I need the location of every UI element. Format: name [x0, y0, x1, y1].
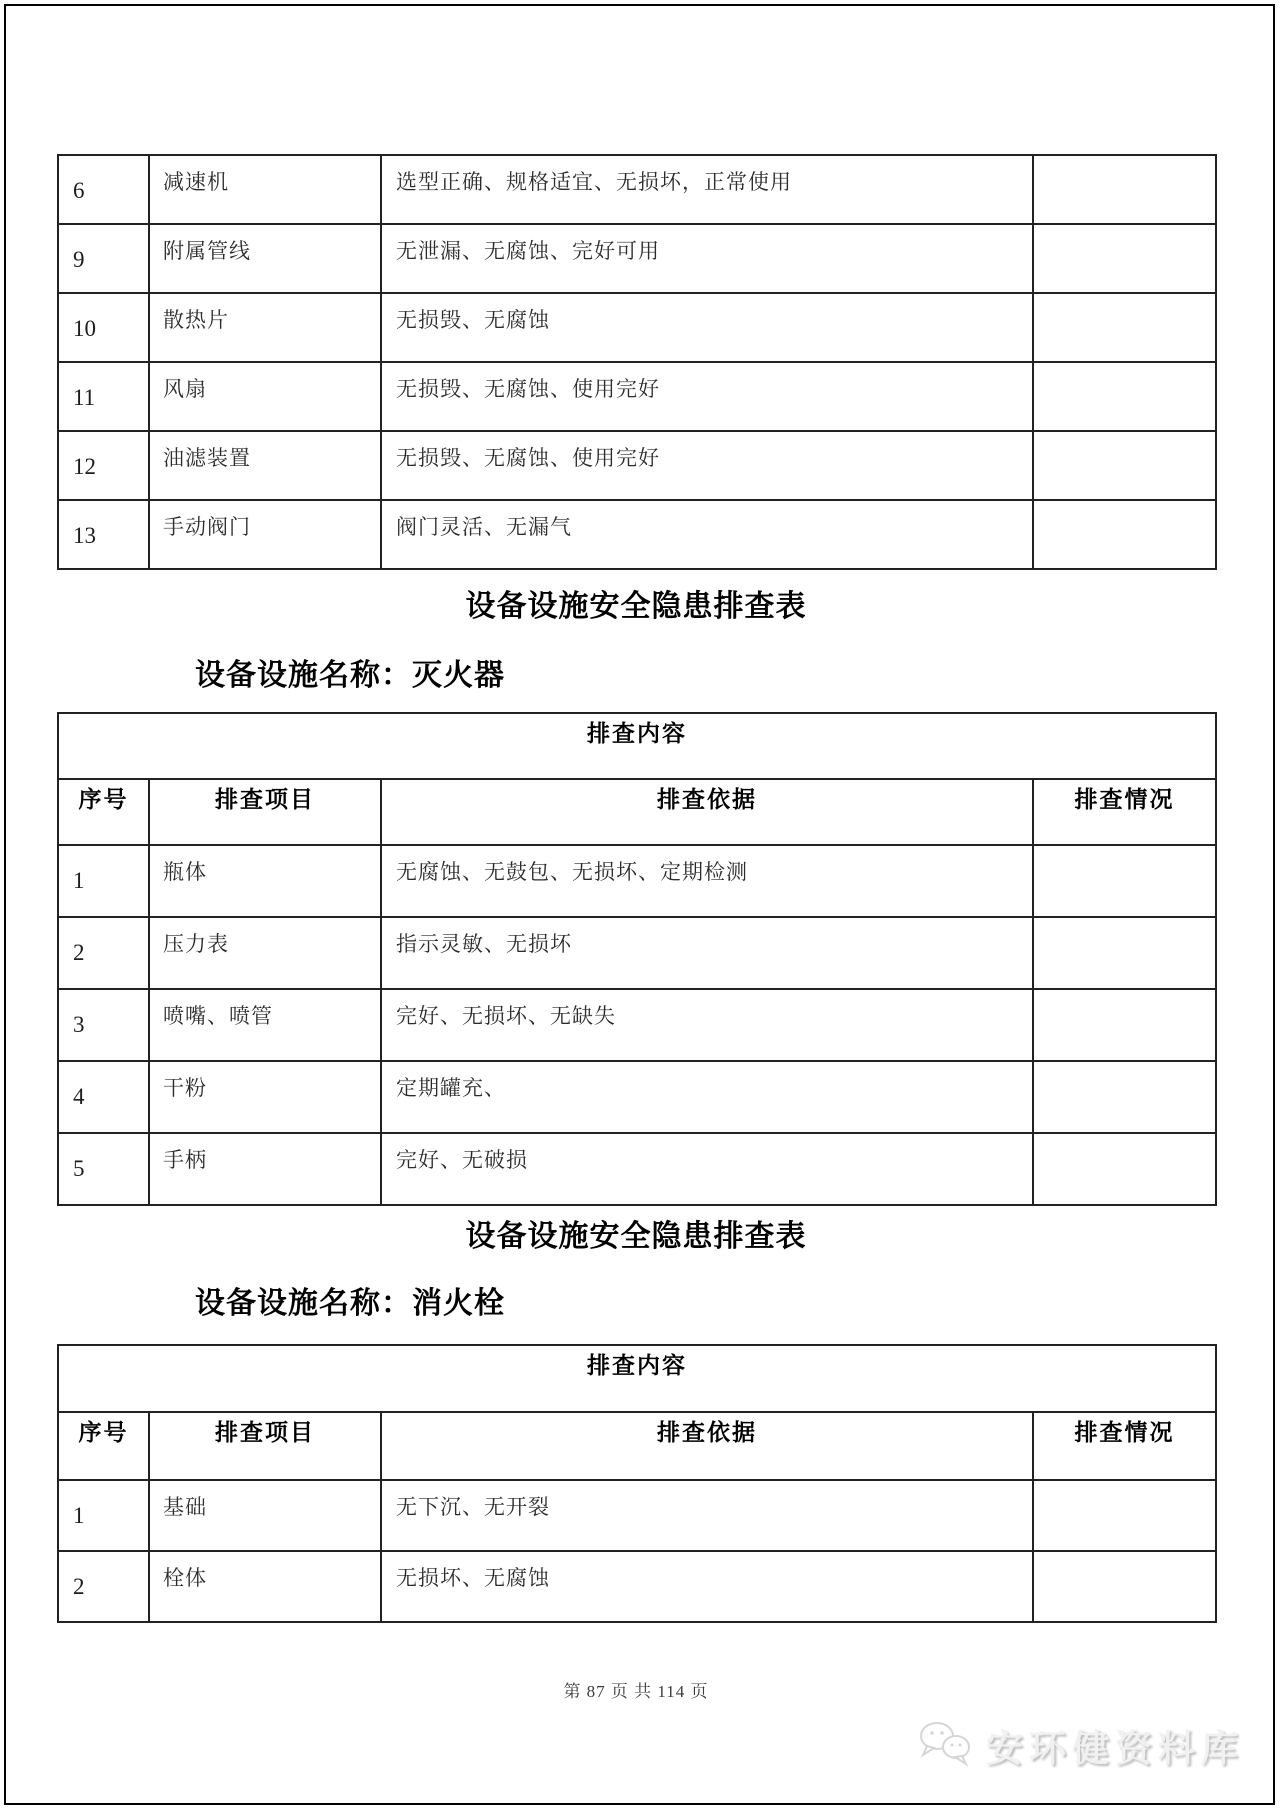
cell-basis: 阀门灵活、无漏气	[381, 500, 1033, 569]
cell-item: 散热片	[149, 293, 381, 362]
cell-serial: 10	[58, 293, 149, 362]
group-header: 排查内容	[58, 1345, 1216, 1412]
cell-basis: 无下沉、无开裂	[381, 1480, 1033, 1551]
cell-basis: 无腐蚀、无鼓包、无损坏、定期检测	[381, 845, 1033, 917]
table-row	[58, 989, 1216, 1061]
table-row	[58, 293, 1216, 362]
cell-item: 瓶体	[149, 845, 381, 917]
table-row	[58, 845, 1216, 917]
cell-serial: 1	[58, 845, 149, 917]
column-header-item: 排查项目	[149, 1412, 381, 1480]
cell-serial: 9	[58, 224, 149, 293]
cell-serial: 1	[58, 1480, 149, 1551]
column-header-basis: 排查依据	[381, 1412, 1033, 1480]
cell-basis: 定期罐充、	[381, 1061, 1033, 1133]
column-header-row	[58, 1412, 1216, 1480]
cell-serial: 11	[58, 362, 149, 431]
table-row	[58, 500, 1216, 569]
cell-basis: 选型正确、规格适宜、无损坏，正常使用	[381, 155, 1033, 224]
column-header-basis: 排查依据	[381, 779, 1033, 845]
cell-status	[1033, 1061, 1216, 1133]
watermark-text: 安环健资料库	[986, 1729, 1244, 1770]
cell-item: 基础	[149, 1480, 381, 1551]
group-header-row	[58, 1345, 1216, 1412]
cell-status	[1033, 155, 1216, 224]
group-header: 排查内容	[58, 713, 1216, 779]
cell-item: 喷嘴、喷管	[149, 989, 381, 1061]
cell-status	[1033, 989, 1216, 1061]
cell-basis: 完好、无损坏、无缺失	[381, 989, 1033, 1061]
cell-status	[1033, 224, 1216, 293]
table-row	[58, 917, 1216, 989]
cell-basis: 无泄漏、无腐蚀、完好可用	[381, 224, 1033, 293]
watermark	[916, 1718, 1244, 1772]
section-title: 设备设施安全隐患排查表	[465, 590, 807, 623]
page-number-indicator: 第 87 页 共 114 页	[563, 1682, 709, 1701]
column-header-serial: 序号	[58, 779, 149, 845]
cell-basis: 无损毁、无腐蚀、使用完好	[381, 362, 1033, 431]
table-row	[58, 1480, 1216, 1551]
table-row	[58, 1551, 1216, 1622]
cell-basis: 无损毁、无腐蚀、使用完好	[381, 431, 1033, 500]
cell-status	[1033, 1133, 1216, 1205]
table-row	[58, 1133, 1216, 1205]
inspection-table-fire-hydrant	[57, 1344, 1217, 1623]
cell-status	[1033, 1551, 1216, 1622]
continuation-table	[57, 154, 1217, 570]
section-title: 设备设施安全隐患排查表	[465, 1220, 807, 1253]
chat-bubbles-logo-icon	[916, 1719, 976, 1772]
cell-status	[1033, 1480, 1216, 1551]
cell-status	[1033, 845, 1216, 917]
table-row	[58, 362, 1216, 431]
cell-item: 手动阀门	[149, 500, 381, 569]
cell-item: 减速机	[149, 155, 381, 224]
cell-status	[1033, 293, 1216, 362]
cell-serial: 6	[58, 155, 149, 224]
column-header-status: 排查情况	[1033, 779, 1216, 845]
cell-basis: 指示灵敏、无损坏	[381, 917, 1033, 989]
table-row	[58, 431, 1216, 500]
column-header-serial: 序号	[58, 1412, 149, 1480]
cell-item: 附属管线	[149, 224, 381, 293]
cell-basis: 完好、无破损	[381, 1133, 1033, 1205]
cell-item: 油滤装置	[149, 431, 381, 500]
cell-basis: 无损毁、无腐蚀	[381, 293, 1033, 362]
equipment-name-label: 设备设施名称：消火栓	[195, 1287, 505, 1320]
cell-status	[1033, 362, 1216, 431]
cell-serial: 4	[58, 1061, 149, 1133]
cell-serial: 2	[58, 1551, 149, 1622]
cell-serial: 2	[58, 917, 149, 989]
cell-serial: 3	[58, 989, 149, 1061]
cell-item: 手柄	[149, 1133, 381, 1205]
cell-basis: 无损坏、无腐蚀	[381, 1551, 1033, 1622]
inspection-table-fire-extinguisher	[57, 712, 1217, 1206]
cell-status	[1033, 431, 1216, 500]
cell-item: 压力表	[149, 917, 381, 989]
column-header-row	[58, 779, 1216, 845]
cell-serial: 12	[58, 431, 149, 500]
table-row	[58, 1061, 1216, 1133]
cell-item: 风扇	[149, 362, 381, 431]
cell-item: 栓体	[149, 1551, 381, 1622]
cell-serial: 5	[58, 1133, 149, 1205]
column-header-item: 排查项目	[149, 779, 381, 845]
table-row	[58, 155, 1216, 224]
group-header-row	[58, 713, 1216, 779]
cell-serial: 13	[58, 500, 149, 569]
cell-item: 干粉	[149, 1061, 381, 1133]
cell-status	[1033, 500, 1216, 569]
column-header-status: 排查情况	[1033, 1412, 1216, 1480]
cell-status	[1033, 917, 1216, 989]
equipment-name-label: 设备设施名称：灭火器	[195, 659, 505, 692]
table-row	[58, 224, 1216, 293]
page-content	[57, 0, 1215, 1703]
